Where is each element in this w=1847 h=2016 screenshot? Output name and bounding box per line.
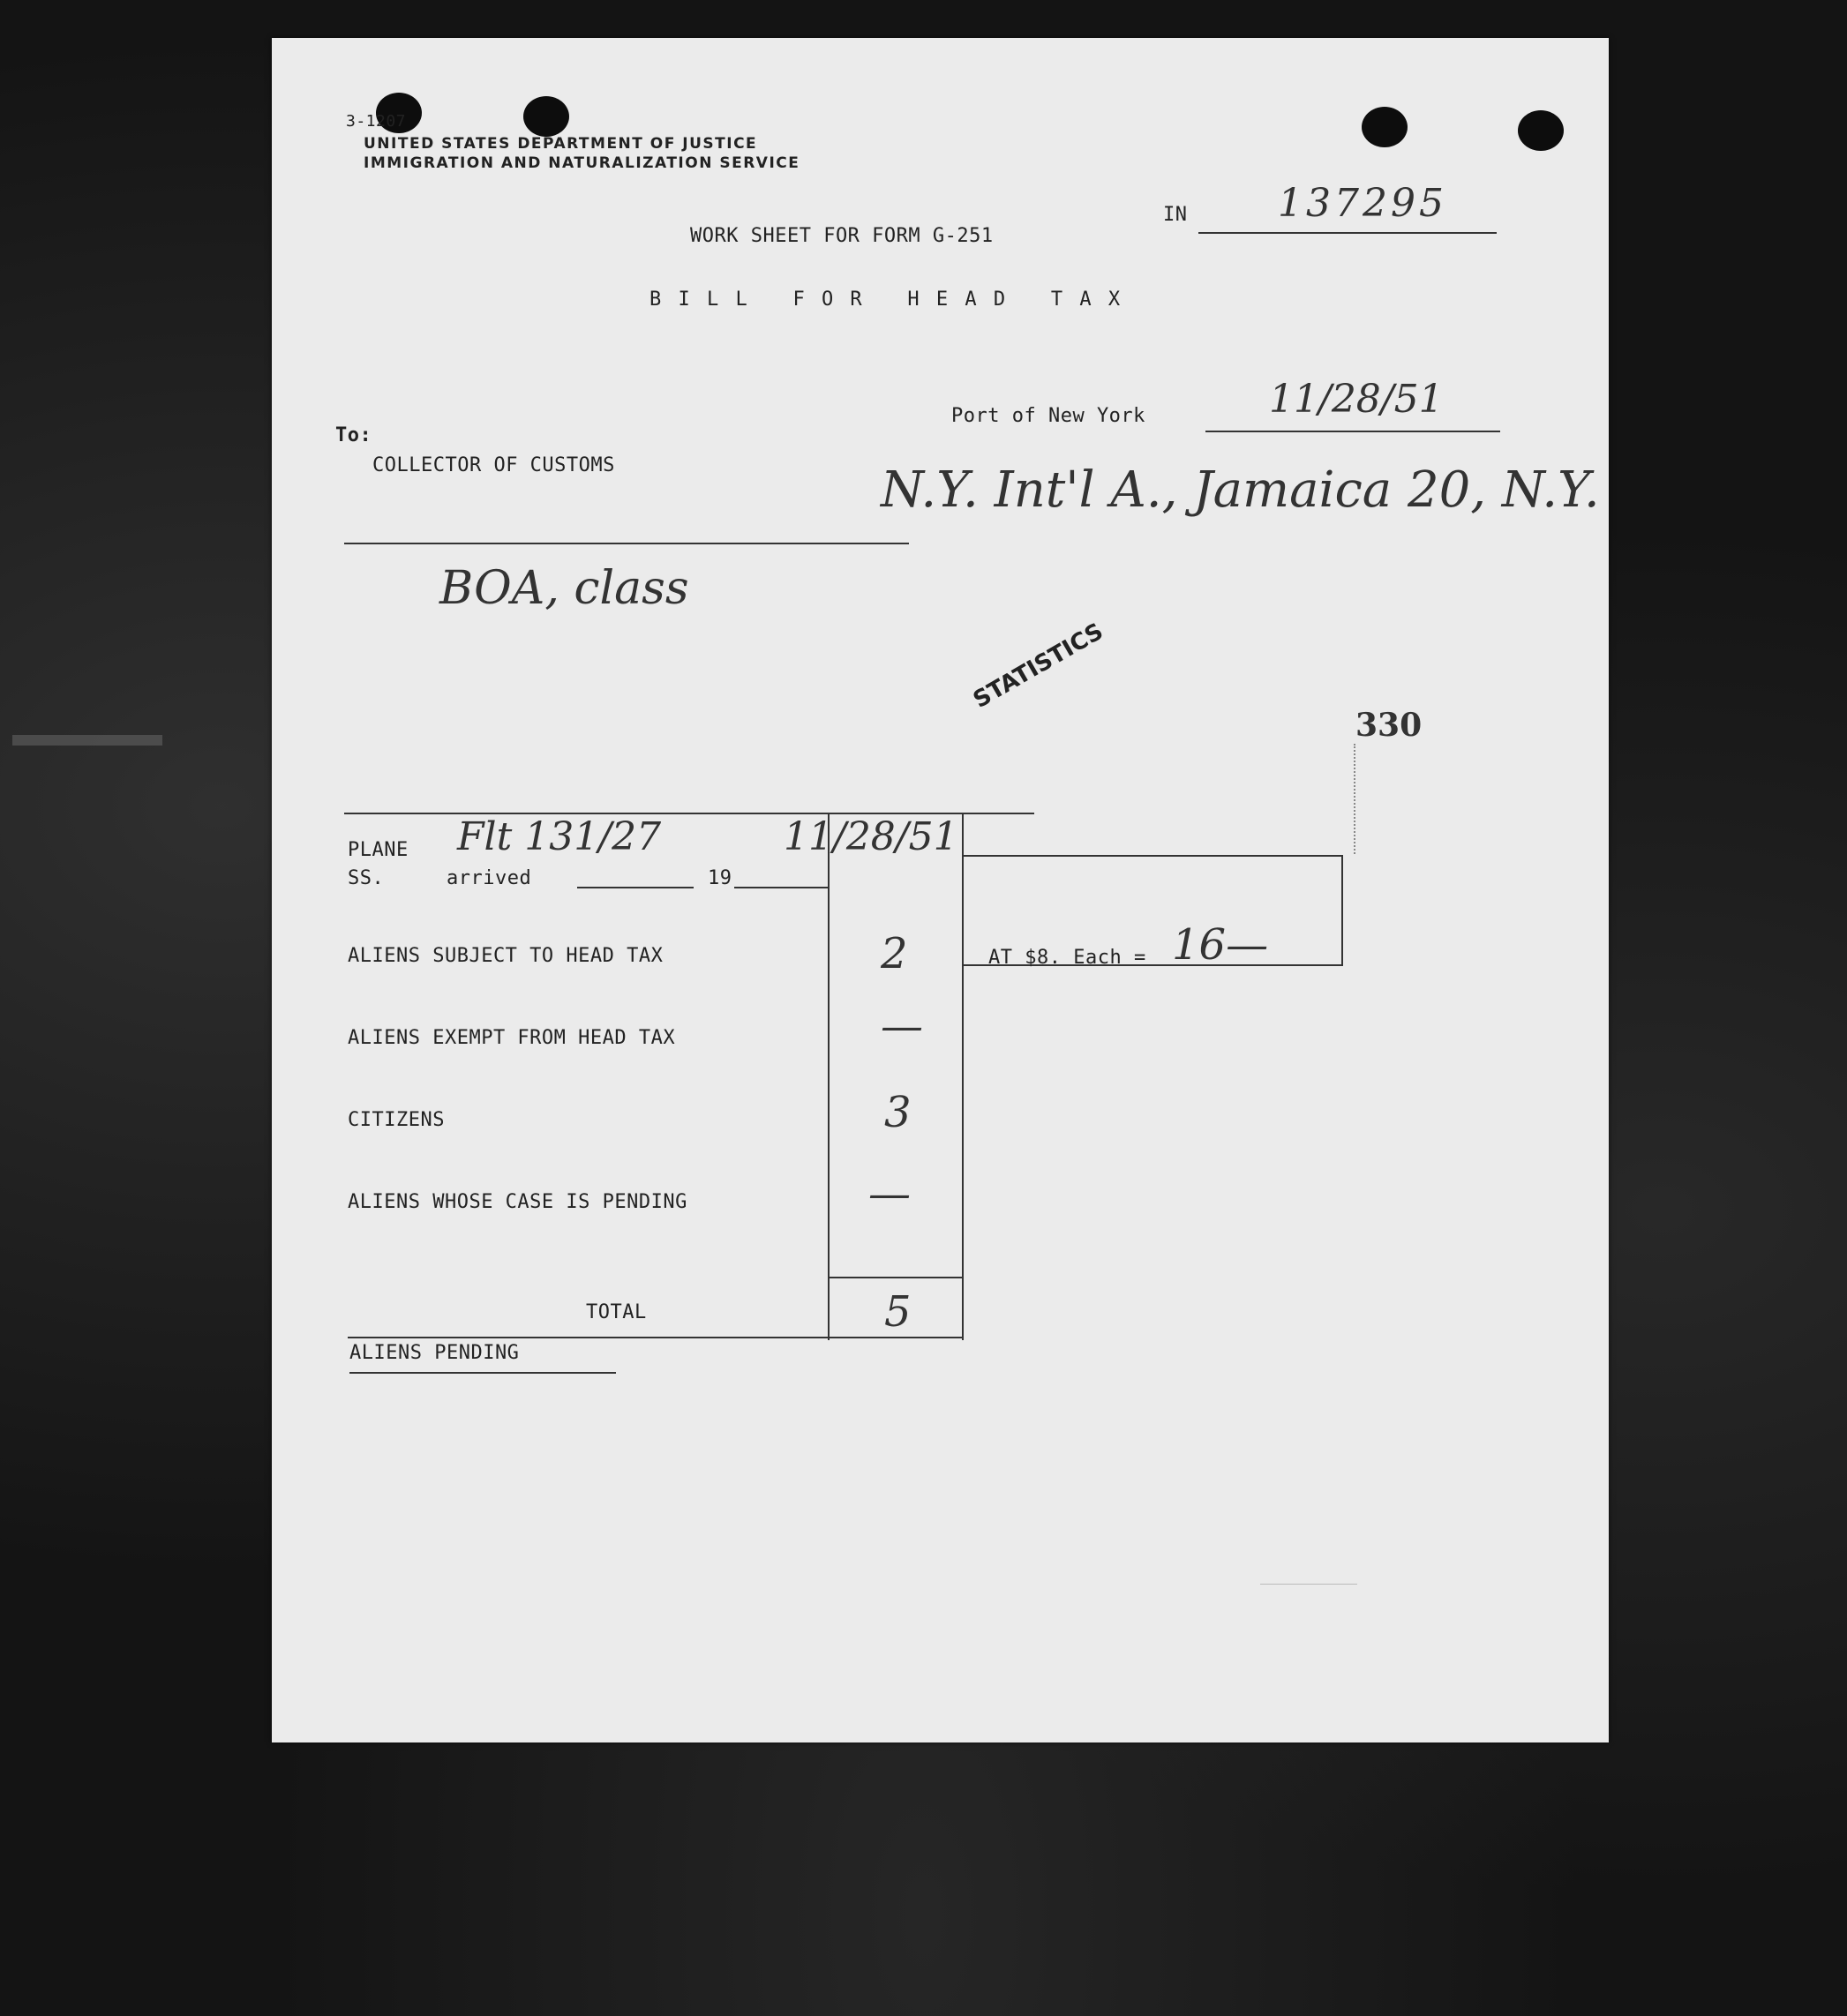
- punch-hole: [1518, 110, 1564, 151]
- in-number: 137295: [1278, 181, 1447, 226]
- in-number-underline: [1198, 232, 1497, 234]
- scan-edge-mark: [12, 735, 162, 746]
- to-label: To:: [335, 424, 372, 446]
- total-label: TOTAL: [586, 1301, 647, 1323]
- faint-mark: [1260, 1584, 1357, 1585]
- year-prefix: 19: [708, 867, 732, 889]
- in-label: IN: [1163, 204, 1188, 226]
- row-subject-label: ALIENS SUBJECT TO HEAD TAX: [348, 945, 664, 967]
- row-subject-count: 2: [881, 929, 908, 978]
- rate-box-top: [964, 855, 1341, 857]
- dotted-guide: [1354, 744, 1355, 854]
- aliens-pending-label: ALIENS PENDING: [349, 1342, 520, 1364]
- rate-box-right: [1341, 855, 1343, 964]
- page-number: 330: [1355, 707, 1423, 744]
- table-bottom-rule: [348, 1337, 964, 1338]
- addressee: COLLECTOR OF CUSTOMS: [372, 454, 615, 476]
- statistics-stamp: STATISTICS: [969, 618, 1108, 714]
- agency-line-2: IMMIGRATION AND NATURALIZATION SERVICE: [364, 154, 800, 172]
- port-label: Port of New York: [951, 405, 1145, 427]
- row-pending-count: —: [868, 1169, 911, 1218]
- port-date-underline: [1205, 431, 1500, 432]
- total-separator: [828, 1277, 964, 1278]
- document-sheet: [272, 38, 1609, 1742]
- year-underline: [734, 887, 828, 888]
- form-code: 3-1207: [346, 112, 407, 131]
- count-column-left: [828, 813, 830, 1340]
- tax-amount: 16—: [1172, 920, 1269, 970]
- form-title: WORK SHEET FOR FORM G-251: [690, 225, 994, 247]
- handwritten-address: N.Y. Int'l A., Jamaica 20, N.Y.: [881, 461, 1600, 519]
- agency-line-1: UNITED STATES DEPARTMENT OF JUSTICE: [364, 135, 758, 153]
- punch-hole: [1362, 107, 1408, 147]
- punch-hole: [523, 96, 569, 137]
- form-subtitle: B I L L F O R H E A D T A X: [649, 289, 1123, 311]
- row-citizens-label: CITIZENS: [348, 1109, 445, 1131]
- address-underline: [344, 543, 909, 544]
- plane-label: PLANE: [348, 839, 409, 861]
- row-pending-label: ALIENS WHOSE CASE IS PENDING: [348, 1191, 687, 1213]
- arrival-date: 11/28/51: [784, 814, 958, 859]
- total-value: 5: [884, 1287, 912, 1337]
- handwritten-note: BOA, class: [439, 562, 689, 615]
- flight-number: Flt 131/27: [457, 814, 662, 859]
- arrived-label: arrived: [447, 867, 532, 889]
- count-column-right: [962, 813, 964, 1340]
- rate-label: AT $8. Each =: [988, 947, 1146, 969]
- row-exempt-label: ALIENS EXEMPT FROM HEAD TAX: [348, 1027, 676, 1049]
- aliens-pending-underline: [349, 1372, 616, 1374]
- port-date: 11/28/51: [1269, 377, 1444, 422]
- arrived-underline: [577, 887, 694, 888]
- ss-label: SS.: [348, 867, 385, 889]
- row-exempt-count: —: [881, 1001, 923, 1051]
- row-citizens-count: 3: [884, 1088, 912, 1137]
